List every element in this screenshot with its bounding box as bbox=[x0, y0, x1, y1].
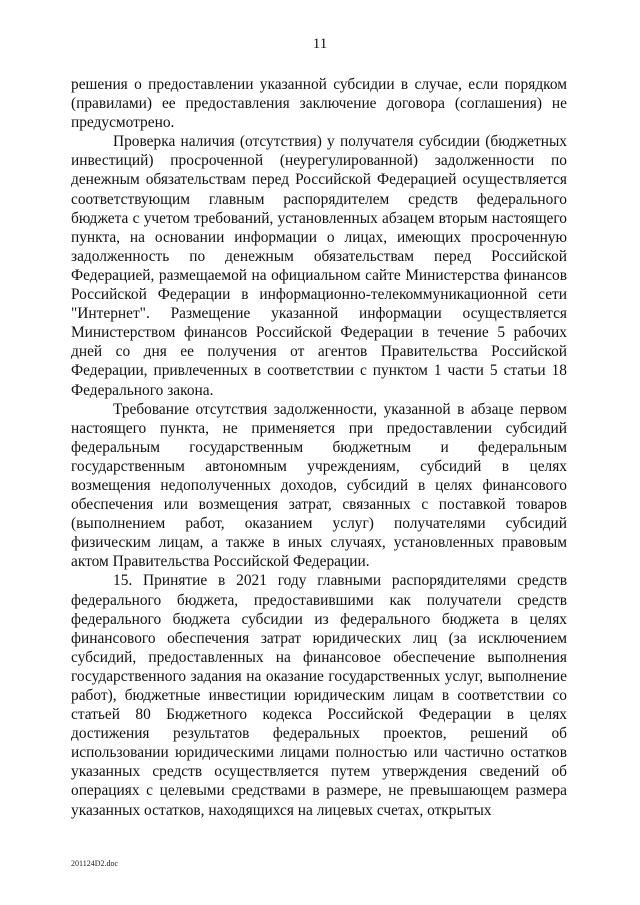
paragraph-item-15: 15. Принятие в 2021 году главными распорядителями средств федерального бюджета, предоставившими как получатели средств федерального бюджета субсидии из федерального бюджета в целях финансового обеспечения затрат юридических лиц (за исключением субсидий, предоставленных на финансовое обеспечение выполнения государственного задания на оказание государственных услуг, выполнение работ), бюджетные инвестиции юридическим лицам в соответствии со статьей 80 Бюджетного кодекса Российской Федерации в целях достижения результатов федеральных проектов, решений об использовании юридическими лицами полностью или частично остатков указанных средств осуществляется путем утверждения сведений об операциях с целевыми средствами в размере, не превышающем размера указанных остатков, находящихся на лицевых счетах, открытых bbox=[71, 572, 567, 819]
document-body bbox=[71, 75, 567, 820]
footer-file-code: 201124D2.doc bbox=[71, 859, 119, 868]
paragraph-debt-exemption: Требование отсутствия задолженности, указанной в абзаце первом настоящего пункта, не применяется при предоставлении субсидий федеральным государственным бюджетным и федеральным государственным автономным учреждениям, субсидий в целях возмещения недополученных доходов, субсидий в целях финансового обеспечения или возмещения затрат, связанных с поставкой товаров (выполнением работ, оказанием услуг) получателями субсидий физическим лицам, а также в иных случаях, установленных правовым актом Правительства Российской Федерации. bbox=[71, 400, 567, 571]
page-number: 11 bbox=[312, 36, 328, 52]
paragraph-continuation: решения о предоставлении указанной субсидии в случае, если порядком (правилами) ее предоставления заключение договора (соглашения) не предусмотрено. bbox=[71, 76, 567, 132]
paragraph-debt-check: Проверка наличия (отсутствия) у получателя субсидии (бюджетных инвестиций) просроченной (неурегулированной) задолженности по денежным обязательствам перед Российской Федерацией осуществляется соответствующим главным распорядителем средств федерального бюджета с учетом требований, установленных абзацем вторым настоящего пункта, на основании информации о лицах, имеющих просроченную задолженность по денежным обязательствам перед Российской Федерацией, размещаемой на официальном сайте Министерства финансов Российской Федерации в информационно-телекоммуникационной сети "Интернет". Размещение указанной информации осуществляется Министерством финансов Российской Федерации в течение 5 рабочих дней со дня ее получения от агентов Правительства Российской Федерации, привлеченных в соответствии с пунктом 1 части 5 статьи 18 Федерального закона. bbox=[71, 133, 567, 399]
